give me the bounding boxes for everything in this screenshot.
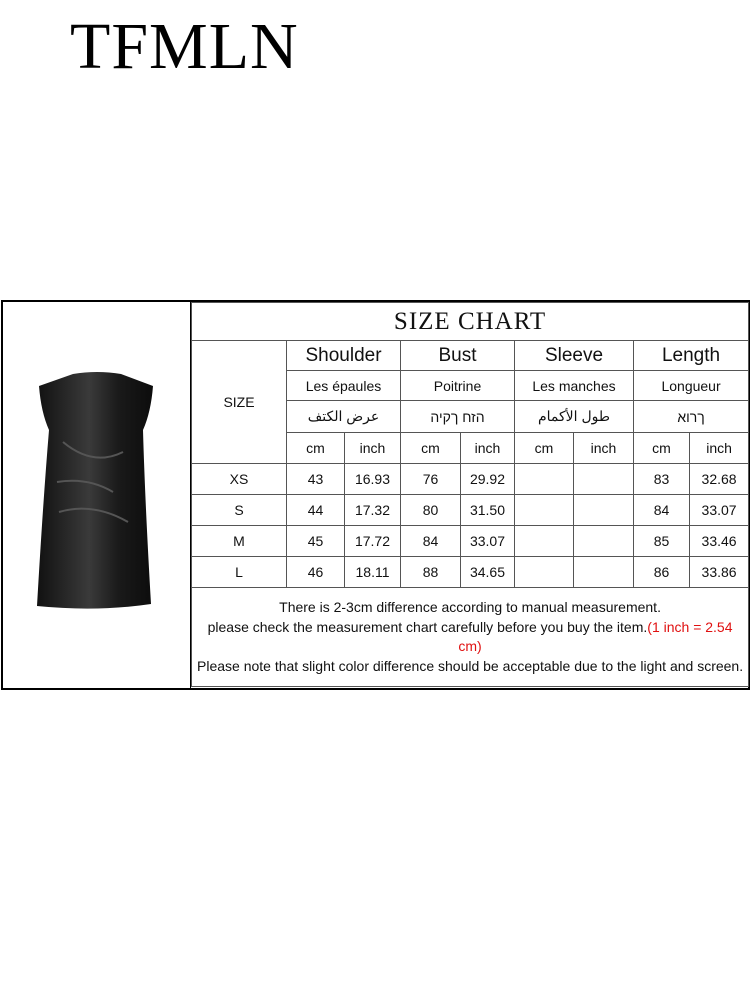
value-cell bbox=[515, 557, 574, 588]
value-cell: 80 bbox=[401, 495, 461, 526]
value-cell: 84 bbox=[634, 495, 690, 526]
value-cell: 33.46 bbox=[690, 526, 749, 557]
value-cell: 46 bbox=[287, 557, 345, 588]
unit-inch: inch bbox=[690, 433, 749, 464]
note-line1: There is 2-3cm difference according to manual measurement. bbox=[279, 599, 661, 615]
col-sleeve-ar: طول الأكمام bbox=[515, 401, 634, 433]
table-row bbox=[192, 464, 749, 495]
chart-title: SIZE CHART bbox=[192, 303, 749, 341]
size-cell: M bbox=[192, 526, 287, 557]
value-cell bbox=[515, 495, 574, 526]
value-cell: 45 bbox=[287, 526, 345, 557]
col-sleeve: Sleeve bbox=[515, 341, 634, 371]
unit-cm: cm bbox=[515, 433, 574, 464]
value-cell: 32.68 bbox=[690, 464, 749, 495]
col-sleeve-fr: Les manches bbox=[515, 371, 634, 401]
col-shoulder-fr: Les épaules bbox=[287, 371, 401, 401]
value-cell: 86 bbox=[634, 557, 690, 588]
value-cell bbox=[515, 526, 574, 557]
col-shoulder-ar: عرض الكتف bbox=[287, 401, 401, 433]
value-cell: 17.32 bbox=[345, 495, 401, 526]
unit-cm: cm bbox=[287, 433, 345, 464]
size-cell: L bbox=[192, 557, 287, 588]
value-cell: 16.93 bbox=[345, 464, 401, 495]
size-chart-panel bbox=[1, 300, 750, 690]
value-cell: 44 bbox=[287, 495, 345, 526]
value-cell bbox=[574, 495, 634, 526]
value-cell: 33.07 bbox=[690, 495, 749, 526]
unit-cm: cm bbox=[401, 433, 461, 464]
value-cell: 33.86 bbox=[690, 557, 749, 588]
size-header: SIZE bbox=[192, 341, 287, 464]
value-cell bbox=[574, 526, 634, 557]
table-row bbox=[192, 495, 749, 526]
value-cell: 33.07 bbox=[461, 526, 515, 557]
value-cell: 76 bbox=[401, 464, 461, 495]
value-cell: 17.72 bbox=[345, 526, 401, 557]
dress-image bbox=[33, 372, 161, 612]
size-cell: XS bbox=[192, 464, 287, 495]
col-shoulder: Shoulder bbox=[287, 341, 401, 371]
value-cell: 31.50 bbox=[461, 495, 515, 526]
value-cell: 84 bbox=[401, 526, 461, 557]
size-cell: S bbox=[192, 495, 287, 526]
value-cell: 85 bbox=[634, 526, 690, 557]
note-line3: Please note that slight color difference should be acceptable due to the light and screen. bbox=[197, 657, 744, 674]
unit-inch: inch bbox=[574, 433, 634, 464]
col-bust: Bust bbox=[401, 341, 515, 371]
size-table bbox=[191, 302, 749, 687]
value-cell bbox=[574, 464, 634, 495]
notes-cell bbox=[192, 588, 749, 687]
col-length: Length bbox=[634, 341, 749, 371]
col-length-fr: Longueur bbox=[634, 371, 749, 401]
table-row bbox=[192, 557, 749, 588]
value-cell bbox=[515, 464, 574, 495]
value-cell: 88 bbox=[401, 557, 461, 588]
note-line2: please check the measurement chart carefully before you buy the item. bbox=[207, 618, 648, 635]
unit-cm: cm bbox=[634, 433, 690, 464]
table-row bbox=[192, 526, 749, 557]
value-cell: 29.92 bbox=[461, 464, 515, 495]
product-photo bbox=[3, 302, 191, 688]
note-conversion: (1 inch = 2.54 cm) bbox=[458, 618, 733, 654]
value-cell: 43 bbox=[287, 464, 345, 495]
value-cell: 83 bbox=[634, 464, 690, 495]
col-bust-fr: Poitrine bbox=[401, 371, 515, 401]
col-length-he: ךרוא bbox=[634, 401, 749, 433]
unit-inch: inch bbox=[461, 433, 515, 464]
brand-logo: TFMLN bbox=[70, 10, 299, 83]
value-cell bbox=[574, 557, 634, 588]
value-cell: 18.11 bbox=[345, 557, 401, 588]
unit-inch: inch bbox=[345, 433, 401, 464]
col-bust-he: הזח ךקיה bbox=[401, 401, 515, 433]
value-cell: 34.65 bbox=[461, 557, 515, 588]
